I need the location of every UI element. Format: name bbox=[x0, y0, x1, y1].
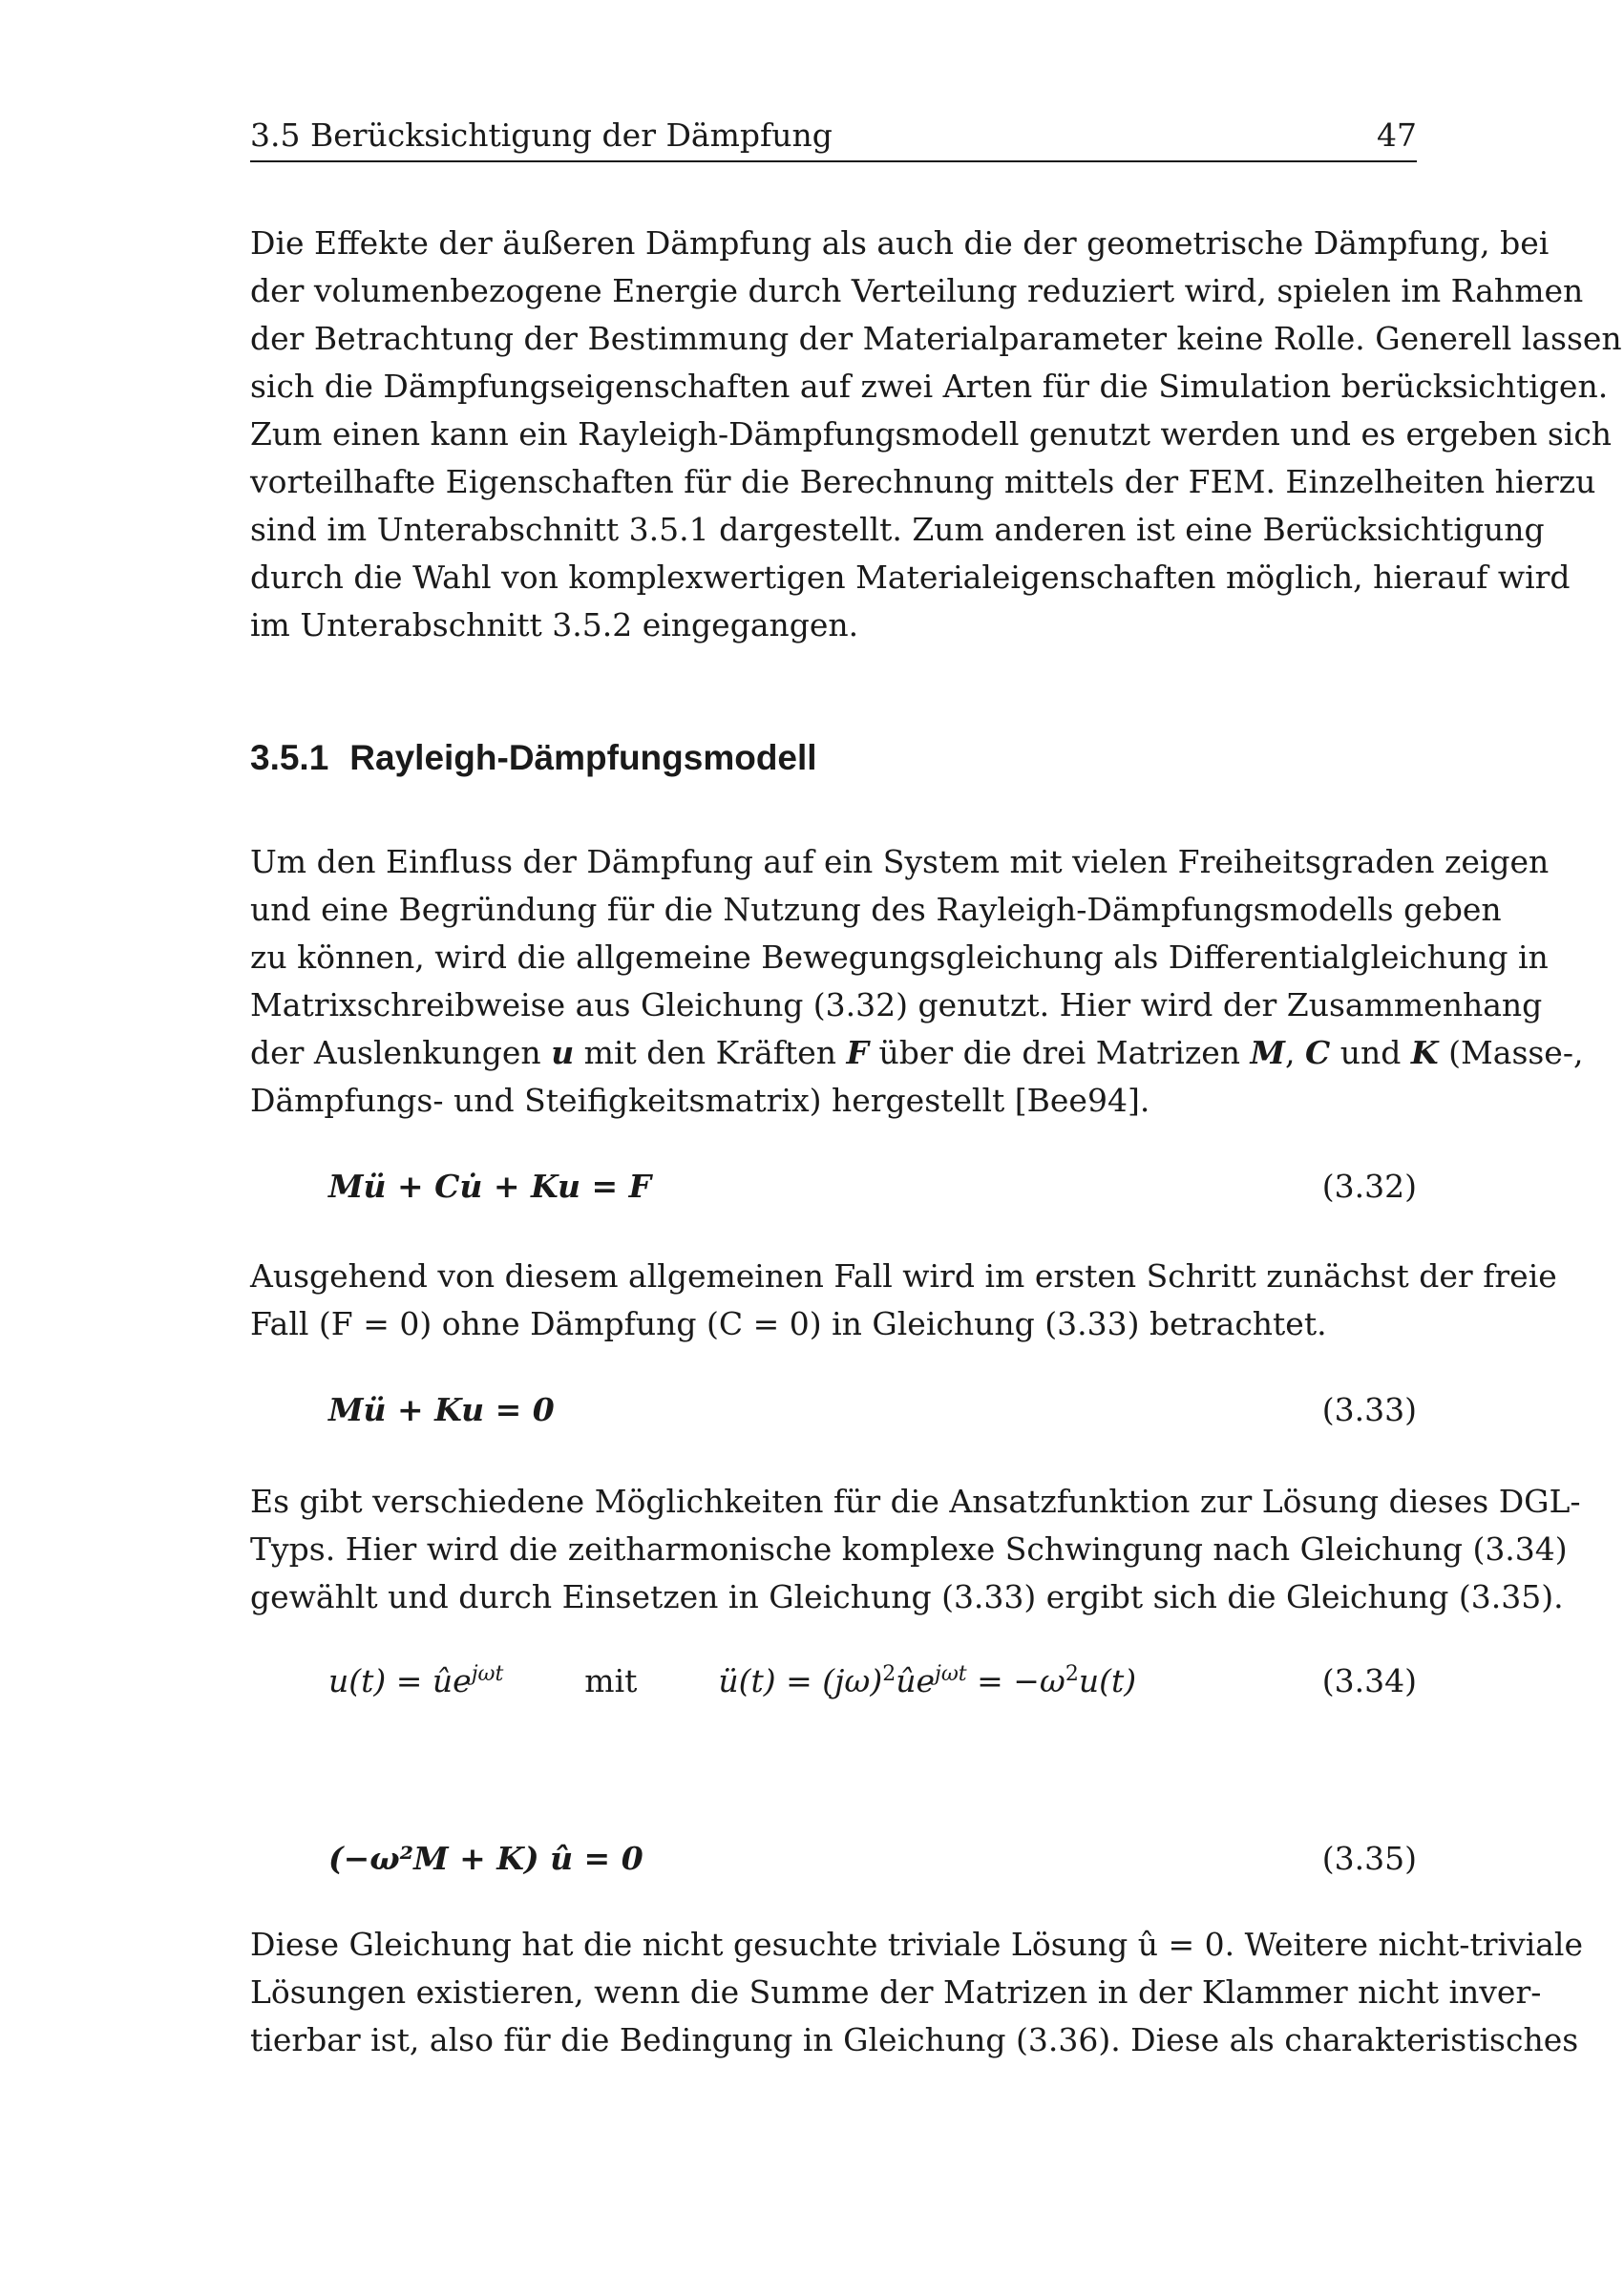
paragraph-line: der volumenbezogene Energie durch Verteilung reduziert wird, spielen im Rahmen bbox=[250, 272, 1584, 309]
equation-number: (3.34) bbox=[1321, 1662, 1417, 1699]
paragraph-line: Es gibt verschiedene Möglichkeiten für die Ansatzfunktion zur Lösung dieses DGL- bbox=[250, 1483, 1581, 1520]
paragraph-line: Matrixschreibweise aus Gleichung (3.32) genutzt. Hier wird der Zusammenhang bbox=[250, 986, 1543, 1023]
paragraph-line: Dämpfungs- und Steifigkeitsmatrix) hergestellt [Bee94]. bbox=[250, 1082, 1150, 1119]
equation-formula: Mü + Cu̇ + Ku = F bbox=[328, 1168, 652, 1205]
symbol-F: F bbox=[846, 1034, 869, 1071]
paragraph-line: der Betrachtung der Bestimmung der Materialparameter keine Rolle. Generell lassen bbox=[250, 320, 1622, 357]
paragraph-3 bbox=[250, 1253, 1557, 1348]
equation-connector: mit bbox=[584, 1662, 638, 1699]
paragraph-line: Lösungen existieren, wenn die Summe der Matrizen in der Klammer nicht inver- bbox=[250, 1973, 1542, 2011]
paragraph-line: sich die Dämpfungseigenschaften auf zwei Arten für die Simulation berücksichtigen. bbox=[250, 368, 1609, 405]
paragraph-line: sind im Unterabschnitt 3.5.1 dargestellt. Zum anderen ist eine Berücksichtigung bbox=[250, 511, 1545, 548]
paragraph-line: zu können, wird die allgemeine Bewegungsgleichung als Differentialgleichung in bbox=[250, 939, 1549, 976]
paragraph-line: Diese Gleichung hat die nicht gesuchte triviale Lösung û = 0. Weitere nicht-triviale bbox=[250, 1926, 1584, 1963]
equation-number: (3.35) bbox=[1321, 1840, 1417, 1877]
equation-formula: (−ω²M + K) û = 0 bbox=[328, 1840, 643, 1877]
paragraph-line-with-symbols: der Auslenkungen u mit den Kräften F über die drei Matrizen M, C und K (Masse-, bbox=[250, 1034, 1584, 1071]
paragraph-2 bbox=[250, 838, 1584, 1125]
paragraph-line: Um den Einfluss der Dämpfung auf ein System mit vielen Freiheitsgraden zeigen bbox=[250, 843, 1550, 880]
paragraph-4 bbox=[250, 1478, 1581, 1621]
paragraph-line: Zum einen kann ein Rayleigh-Dämpfungsmodell genutzt werden und es ergeben sich bbox=[250, 415, 1613, 453]
section-title: Rayleigh-Dämpfungsmodell bbox=[349, 738, 817, 777]
page-number: 47 bbox=[1377, 116, 1417, 154]
header-section-title: 3.5 Berücksichtigung der Dämpfung bbox=[250, 116, 833, 154]
paragraph-line: Fall (F = 0) ohne Dämpfung (C = 0) in Gleichung (3.33) betrachtet. bbox=[250, 1305, 1327, 1342]
paragraph-line: vorteilhafte Eigenschaften für die Berechnung mittels der FEM. Einzelheiten hierzu bbox=[250, 463, 1596, 500]
paragraph-5 bbox=[250, 1921, 1584, 2064]
paragraph-line: tierbar ist, also für die Bedingung in Gleichung (3.36). Diese als charakteristisches bbox=[250, 2021, 1579, 2058]
equation-formula: $u(t) = ûe^{j\omega t}$ mit ü(t) = $(j\omega)^2ûe^{j\omega t} = -\omega^2u(t)$ bbox=[328, 1662, 1137, 1699]
equation-3-34 bbox=[328, 1656, 1417, 1707]
paragraph-line: durch die Wahl von komplexwertigen Materialeigenschaften möglich, hierauf wird bbox=[250, 559, 1571, 596]
paragraph-line: im Unterabschnitt 3.5.2 eingegangen. bbox=[250, 606, 859, 643]
paragraph-line: Die Effekte der äußeren Dämpfung als auch die der geometrische Dämpfung, bei bbox=[250, 224, 1550, 262]
equation-formula: Mü + Ku = 0 bbox=[328, 1391, 555, 1428]
equation-number: (3.32) bbox=[1321, 1168, 1417, 1205]
intro-paragraph bbox=[250, 220, 1622, 649]
symbol-M: M bbox=[1250, 1034, 1286, 1071]
section-number: 3.5.1 bbox=[250, 738, 329, 777]
running-header bbox=[250, 116, 1417, 162]
symbol-u: u bbox=[551, 1034, 575, 1071]
paragraph-line: Typs. Hier wird die zeitharmonische komplexe Schwingung nach Gleichung (3.34) bbox=[250, 1530, 1568, 1568]
paragraph-line: gewählt und durch Einsetzen in Gleichung (3.33) ergibt sich die Gleichung (3.35). bbox=[250, 1578, 1564, 1615]
equation-3-32 bbox=[328, 1161, 1417, 1213]
symbol-K: K bbox=[1410, 1034, 1439, 1071]
paragraph-line: und eine Begründung für die Nutzung des Rayleigh-Dämpfungsmodells geben bbox=[250, 891, 1502, 928]
equation-number: (3.33) bbox=[1321, 1391, 1417, 1428]
equation-3-35 bbox=[328, 1833, 1417, 1885]
paragraph-line: Ausgehend von diesem allgemeinen Fall wird im ersten Schritt zunächst der freie bbox=[250, 1257, 1557, 1295]
symbol-C: C bbox=[1305, 1034, 1331, 1071]
equation-3-33 bbox=[328, 1384, 1417, 1436]
section-heading bbox=[250, 735, 817, 781]
